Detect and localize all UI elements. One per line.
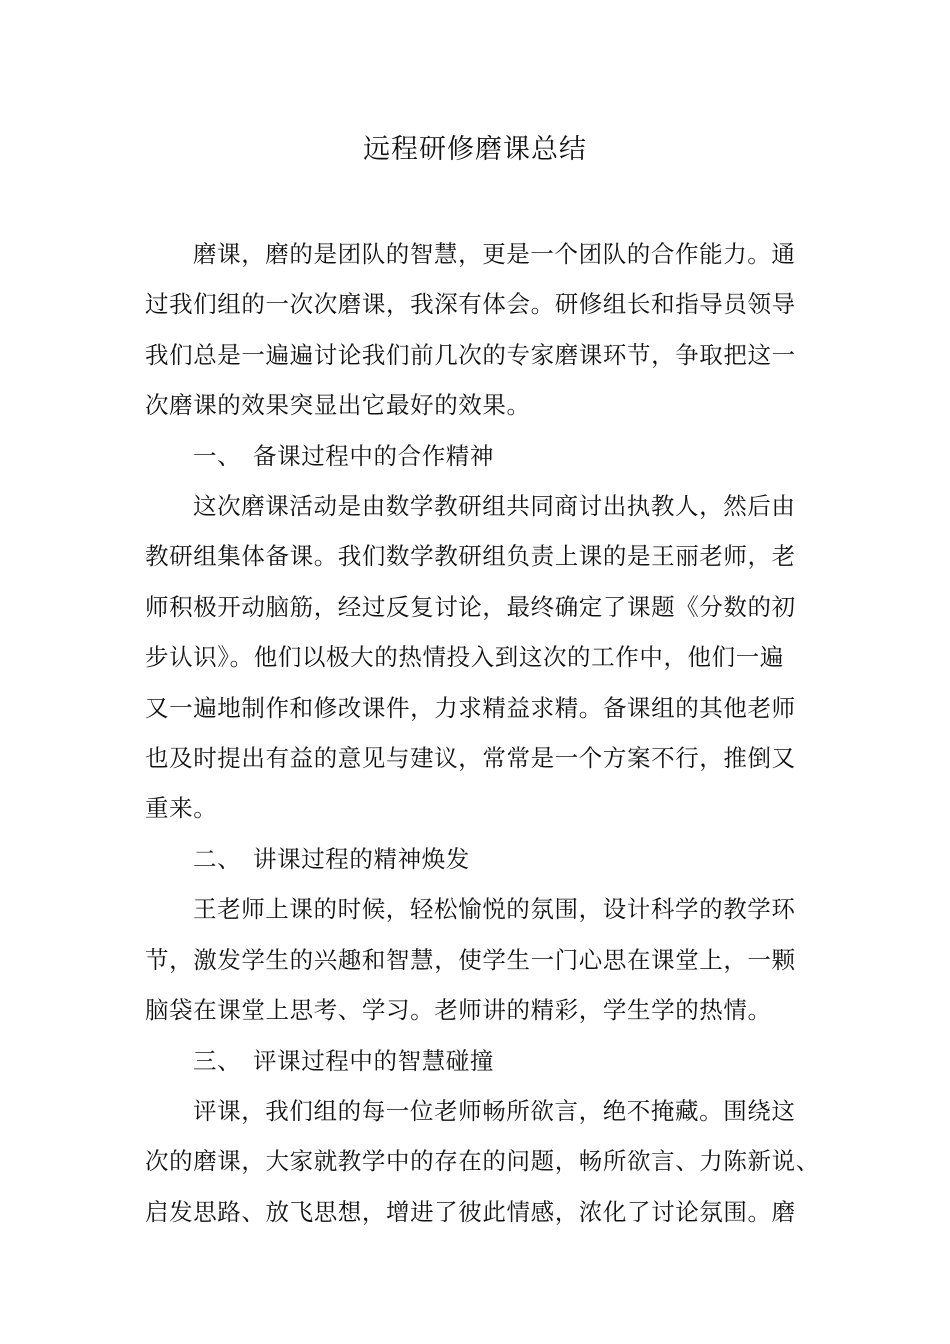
text-line: 磨课，磨的是团队的智慧，更是一个团队的合作能力。通 (193, 240, 796, 268)
section-heading-text: 备课过程中的合作精神 (253, 441, 494, 470)
text-line: 节，激发学生的兴趣和智慧，使学生一门心思在课堂上，一颗 (145, 945, 796, 974)
text-line: 教研组集体备课。我们数学教研组负责上课的是王丽老师，老 (145, 542, 796, 571)
text-line: 重来。 (145, 794, 218, 823)
text-line: 次的磨课，大家就教学中的存在的问题，畅所欲言、力陈新说、 (145, 1147, 820, 1176)
document-title: 远程研修磨课总结 (363, 134, 587, 165)
section-number: 三、 (193, 1046, 242, 1075)
section-heading-text: 评课过程中的智慧碰撞 (253, 1046, 494, 1075)
section-heading-2 (145, 834, 825, 884)
text-line: 步认识》。他们以极大的热情投入到这次的工作中，他们一遍 (145, 643, 784, 672)
text-line: 次磨课的效果突显出它最好的效果。 (145, 391, 531, 420)
section-heading-1 (145, 431, 825, 481)
section-1-paragraph (145, 481, 825, 834)
text-line: 过我们组的一次次磨课，我深有体会。研修组长和指导员领导 (145, 290, 796, 319)
text-line: 脑袋在课堂上思考、学习。老师讲的精彩，学生学的热情。 (145, 996, 772, 1025)
document-body (145, 229, 825, 1237)
section-heading-3 (145, 1036, 825, 1086)
text-line: 我们总是一遍遍讨论我们前几次的专家磨课环节，争取把这一 (145, 340, 796, 369)
section-2-paragraph (145, 884, 825, 1035)
text-line: 又一遍地制作和修改课件，力求精益求精。备课组的其他老师 (145, 693, 796, 722)
section-3-paragraph (145, 1086, 825, 1237)
section-number: 二、 (193, 844, 242, 873)
text-line: 王老师上课的时候，轻松愉悦的氛围，设计科学的教学环 (193, 895, 796, 924)
section-number: 一、 (193, 441, 242, 470)
section-heading-text: 讲课过程的精神焕发 (253, 844, 470, 873)
intro-paragraph (145, 229, 825, 431)
text-line: 评课，我们组的每一位老师畅所欲言，绝不掩藏。围绕这 (193, 1096, 796, 1125)
text-line: 启发思路、放飞思想，增进了彼此情感，浓化了讨论氛围。磨 (145, 1197, 796, 1226)
text-line: 师积极开动脑筋，经过反复讨论，最终确定了课题《分数的初 (145, 592, 796, 621)
text-line: 也及时提出有益的意见与建议，常常是一个方案不行，推倒又 (145, 744, 796, 773)
text-line: 这次磨课活动是由数学教研组共同商讨出执教人，然后由 (193, 492, 796, 521)
